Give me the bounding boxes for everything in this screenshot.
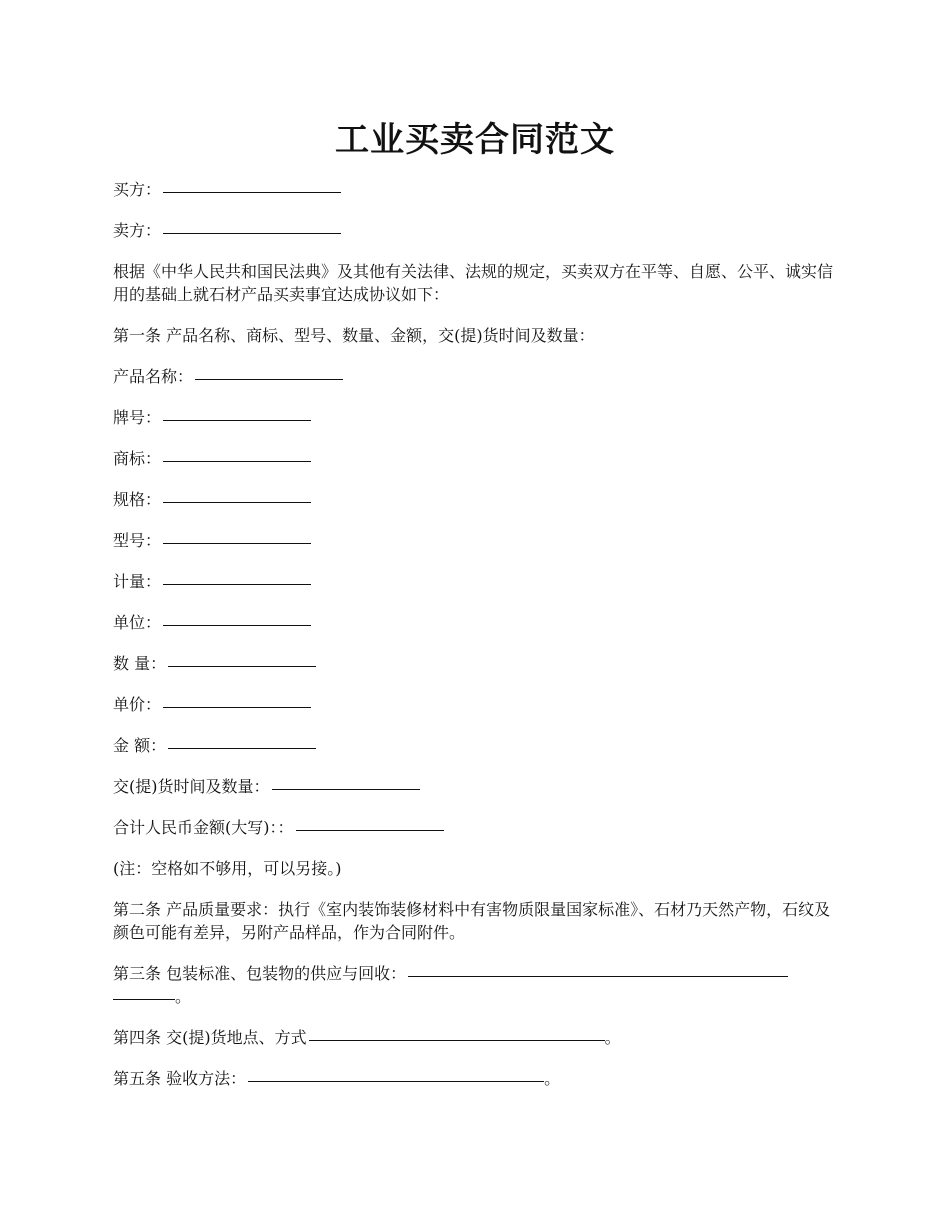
product-name-blank xyxy=(195,378,343,380)
article-3-blank xyxy=(408,975,788,977)
article-1: 第一条 产品名称、商标、型号、数量、金额，交(提)货时间及数量： xyxy=(113,326,595,345)
brand-no-label: 牌号： xyxy=(113,408,162,427)
brand-no-line xyxy=(113,406,838,429)
model-line xyxy=(113,529,838,552)
article-5-blank xyxy=(248,1080,544,1082)
total-rmb-blank xyxy=(296,829,444,831)
product-name-line xyxy=(113,365,838,388)
model-blank xyxy=(163,542,311,544)
seller-blank xyxy=(163,232,341,234)
product-name-label: 产品名称： xyxy=(113,367,194,386)
quantity-line xyxy=(113,652,838,675)
seller-line xyxy=(113,219,838,242)
trademark-label: 商标： xyxy=(113,449,162,468)
brand-no-blank xyxy=(163,419,311,421)
metering-line xyxy=(113,570,838,593)
article-3-end: 。 xyxy=(175,987,192,1006)
spec-label: 规格： xyxy=(113,490,162,509)
delivery-time-label: 交(提)货时间及数量： xyxy=(113,777,270,796)
seller-label: 卖方： xyxy=(113,221,162,240)
article-3 xyxy=(113,962,838,1008)
article-4-end: 。 xyxy=(604,1028,621,1047)
unit-price-label: 单价： xyxy=(113,695,162,714)
model-label: 型号： xyxy=(113,531,162,550)
intro-paragraph: 根据《中华人民共和国民法典》及其他有关法律、法规的规定，买卖双方在平等、自愿、公平、诚实信用的基础上就石材产品买卖事宜达成协议如下： xyxy=(113,262,834,304)
trademark-line xyxy=(113,447,838,470)
delivery-time-line xyxy=(113,775,838,798)
unit-price-blank xyxy=(163,706,311,708)
article-5 xyxy=(113,1067,838,1090)
document-title: 工业买卖合同范文 xyxy=(335,120,615,160)
buyer-label: 买方： xyxy=(113,180,162,199)
article-3-text: 第三条 包装标准、包装物的供应与回收： xyxy=(113,964,407,983)
document-body xyxy=(113,178,838,1108)
note-paragraph: (注：空格如不够用，可以另接。) xyxy=(113,859,342,878)
amount-line xyxy=(113,734,838,757)
article-5-text: 第五条 验收方法： xyxy=(113,1069,247,1088)
unit-blank xyxy=(163,624,311,626)
metering-label: 计量： xyxy=(113,572,162,591)
amount-label: 金 额： xyxy=(113,736,167,755)
total-rmb-label: 合计人民币金额(大写)：： xyxy=(113,818,294,837)
article-3-blank-cont xyxy=(113,998,175,1000)
article-4-blank xyxy=(309,1039,605,1041)
total-rmb-line xyxy=(113,816,838,839)
article-2: 第二条 产品质量要求：执行《室内装饰装修材料中有害物质限量国家标准》、石材乃天然产物，石纹及颜色可能有差异，另附产品样品，作为合同附件。 xyxy=(113,900,831,942)
buyer-blank xyxy=(163,191,341,193)
buyer-line xyxy=(113,178,838,201)
delivery-time-blank xyxy=(272,788,420,790)
article-4-text: 第四条 交(提)货地点、方式 xyxy=(113,1028,307,1047)
quantity-blank xyxy=(168,665,316,667)
trademark-blank xyxy=(163,460,311,462)
article-4 xyxy=(113,1026,838,1049)
spec-blank xyxy=(163,501,311,503)
unit-label: 单位： xyxy=(113,613,162,632)
unit-line xyxy=(113,611,838,634)
article-5-end: 。 xyxy=(544,1069,561,1088)
amount-blank xyxy=(168,747,316,749)
quantity-label: 数 量： xyxy=(113,654,167,673)
unit-price-line xyxy=(113,693,838,716)
spec-line xyxy=(113,488,838,511)
metering-blank xyxy=(163,583,311,585)
